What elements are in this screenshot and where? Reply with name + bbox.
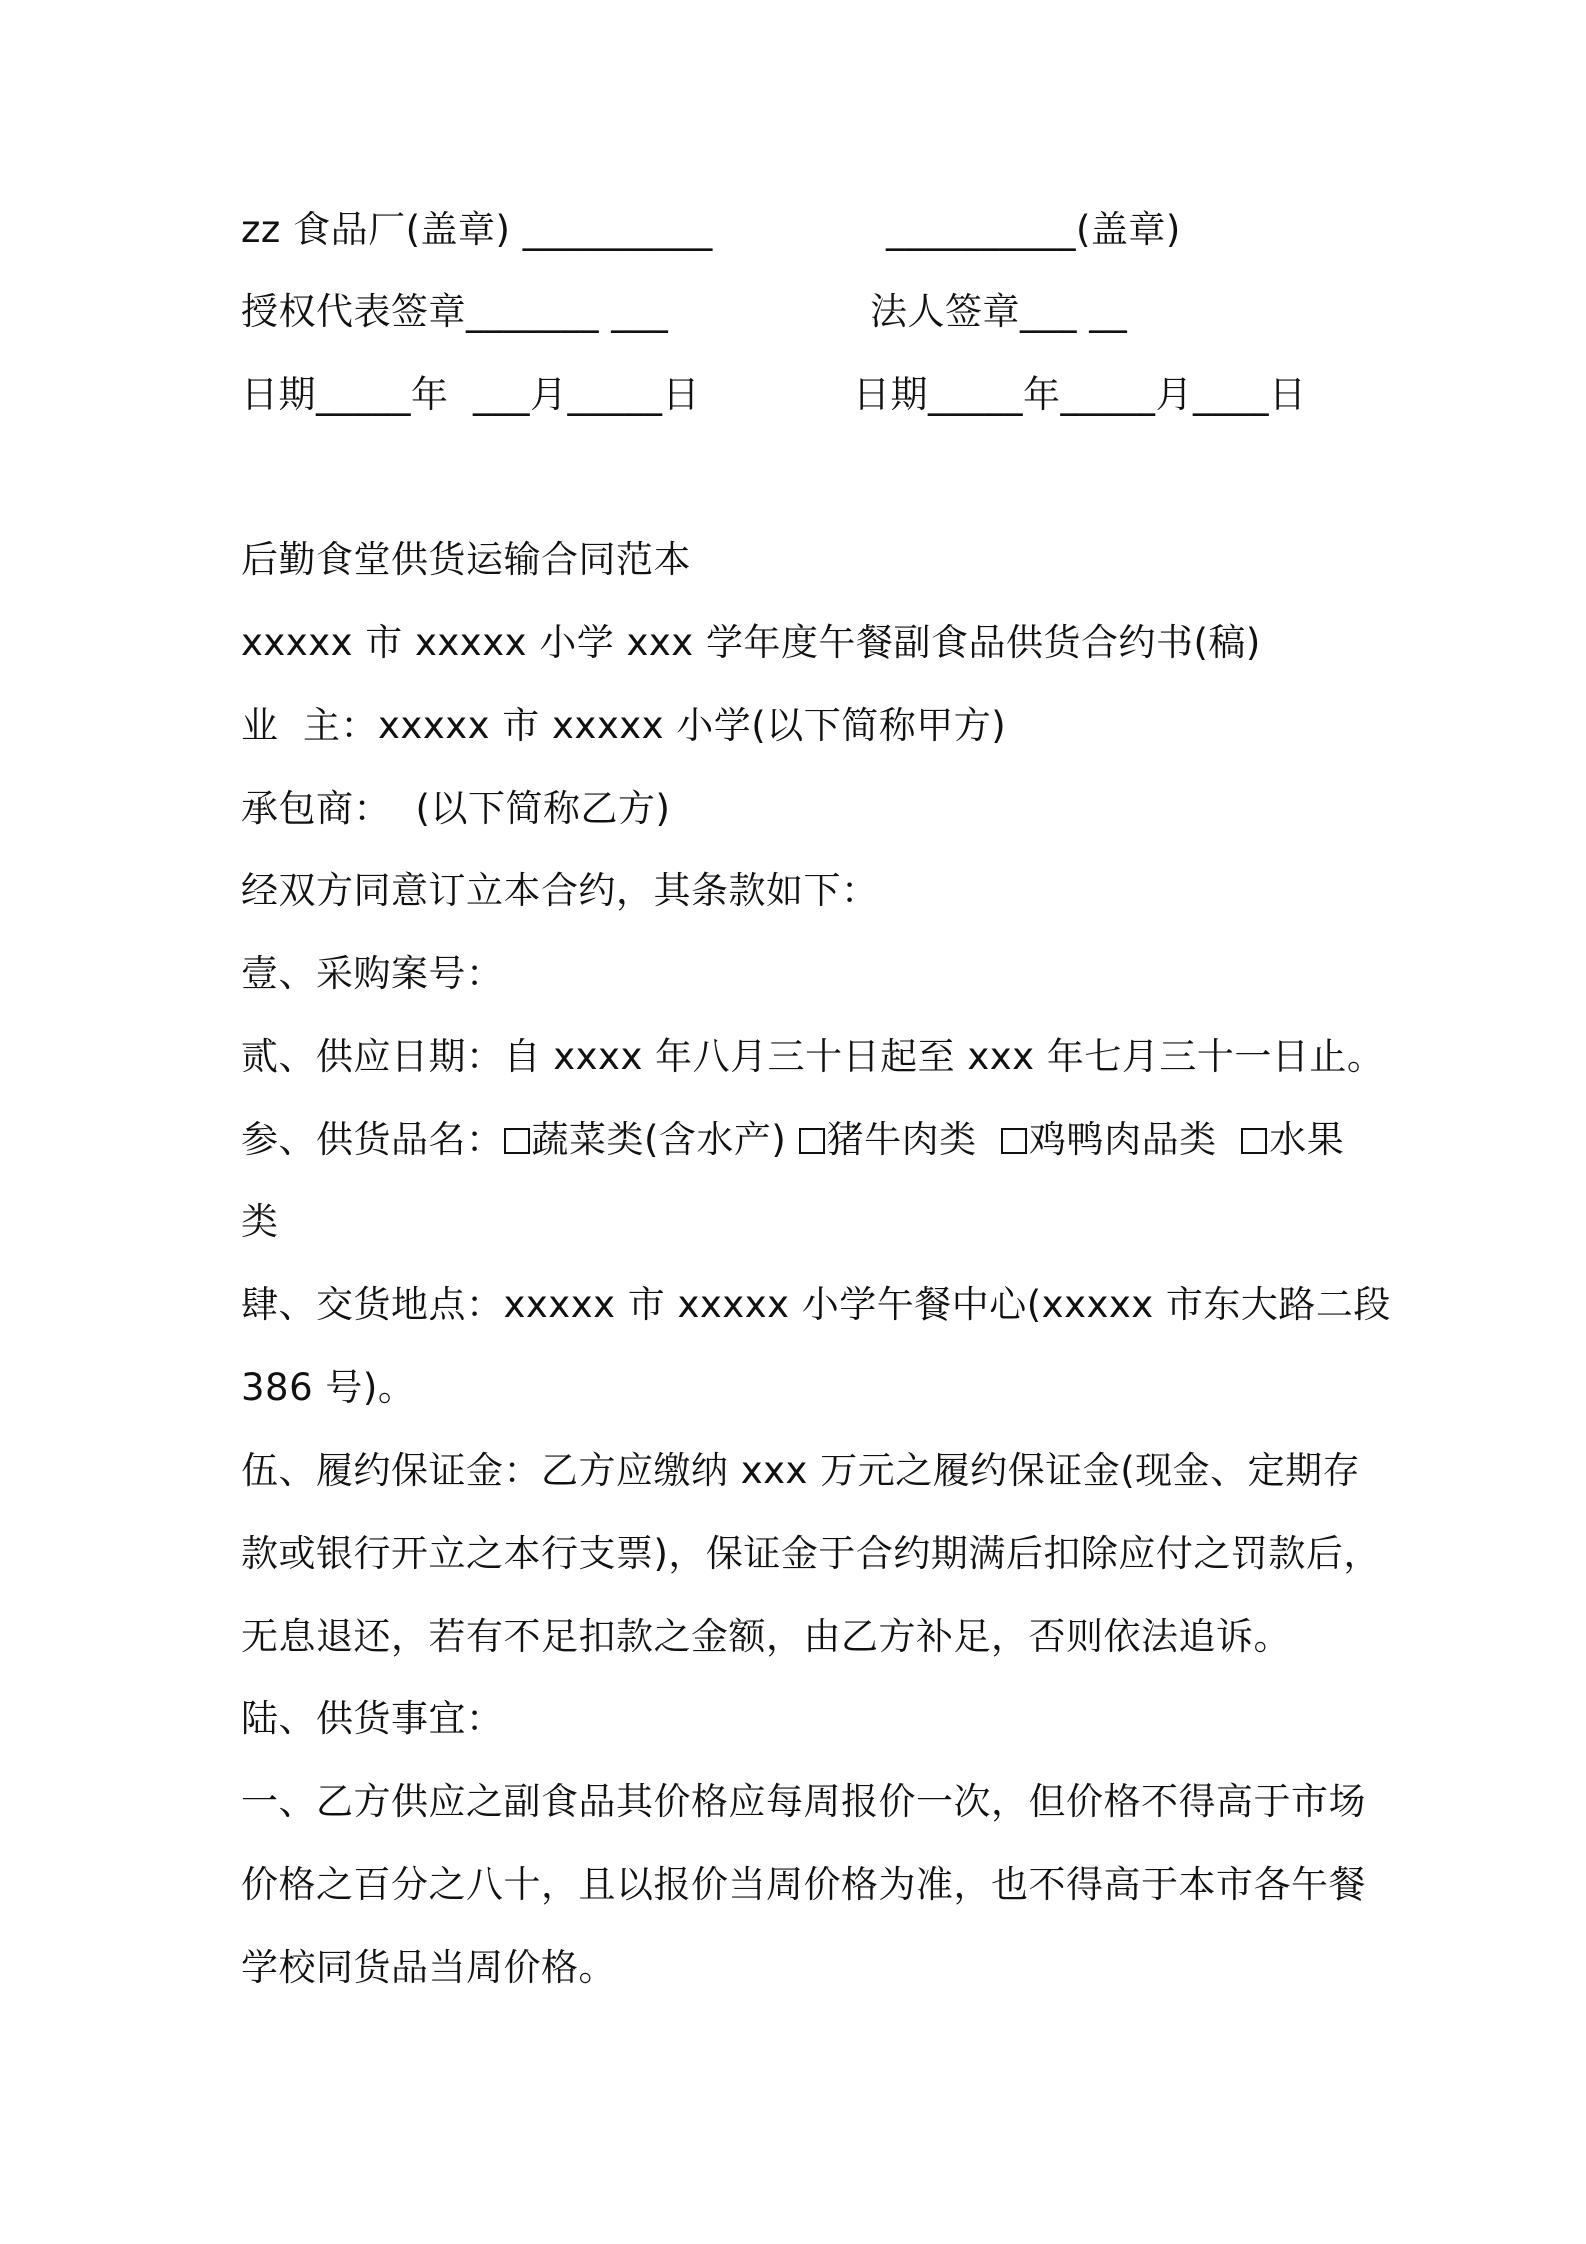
clause-5-line-2: 款或银行开立之本行支票)，保证金于合约期满后扣除应付之罚款后， <box>241 1532 1381 1575</box>
date-line-left: 日期_____年 ___月_____日 <box>241 373 701 416</box>
clause-3-item-fruit: 水果 <box>1269 1118 1345 1161</box>
legal-person-signature-line: 法人签章___ __ <box>870 290 1128 333</box>
clause-3-item-vegetables: 蔬菜类(含水产) <box>531 1118 787 1161</box>
clause-3-continuation: 类 <box>241 1200 279 1243</box>
checkbox-icon <box>1241 1128 1267 1154</box>
clause-3-item-pork-beef: 猪牛肉类 <box>826 1118 977 1161</box>
clause-1: 壹、采购案号： <box>241 952 504 995</box>
owner-line: 业 主：xxxxx 市 xxxxx 小学(以下简称甲方) <box>241 704 1007 747</box>
authorized-rep-signature-line: 授权代表签章_______ ___ <box>241 290 669 333</box>
document-title: 后勤食堂供货运输合同范本 <box>241 538 691 581</box>
clause-2: 贰、供应日期：自 xxxx 年八月三十日起至 xxx 年七月三十一日止。 <box>241 1035 1385 1078</box>
clause-4-line-2: 386 号)。 <box>241 1366 416 1409</box>
clause-3 <box>241 1117 1344 1163</box>
checkbox-icon <box>504 1128 530 1154</box>
item-one-line-1: 一、乙方供应之副食品其价格应每周报价一次，但价格不得高于市场 <box>241 1780 1366 1823</box>
clause-4-line-1: 肆、交货地点：xxxxx 市 xxxxx 小学午餐中心(xxxxx 市东大路二段 <box>241 1283 1391 1326</box>
checkbox-icon <box>799 1128 825 1154</box>
contractor-line: 承包商： (以下简称乙方) <box>241 787 671 830</box>
item-one-line-2: 价格之百分之八十，且以报价当周价格为准，也不得高于本市各午餐 <box>241 1863 1366 1906</box>
intro-line: 经双方同意订立本合约，其条款如下： <box>241 869 879 912</box>
clause-6: 陆、供货事宜： <box>241 1697 504 1740</box>
date-line-right: 日期_____年_____月____日 <box>853 373 1307 416</box>
clause-5-line-3: 无息退还，若有不足扣款之金额，由乙方补足，否则依法追诉。 <box>241 1615 1291 1658</box>
clause-5-line-1: 伍、履约保证金：乙方应缴纳 xxx 万元之履约保证金(现金、定期存 <box>241 1449 1361 1492</box>
clause-3-prefix: 参、供货品名： <box>241 1118 504 1161</box>
party-a-seal-line: zz 食品厂(盖章) __________ <box>241 208 713 251</box>
document-subtitle: xxxxx 市 xxxxx 小学 xxx 学年度午餐副食品供货合约书(稿) <box>241 621 1261 664</box>
clause-3-item-poultry: 鸡鸭肉品类 <box>1029 1118 1217 1161</box>
checkbox-icon <box>1001 1128 1027 1154</box>
item-one-line-3: 学校同货品当周价格。 <box>241 1946 616 1989</box>
party-b-seal-line: __________(盖章) <box>886 208 1181 251</box>
